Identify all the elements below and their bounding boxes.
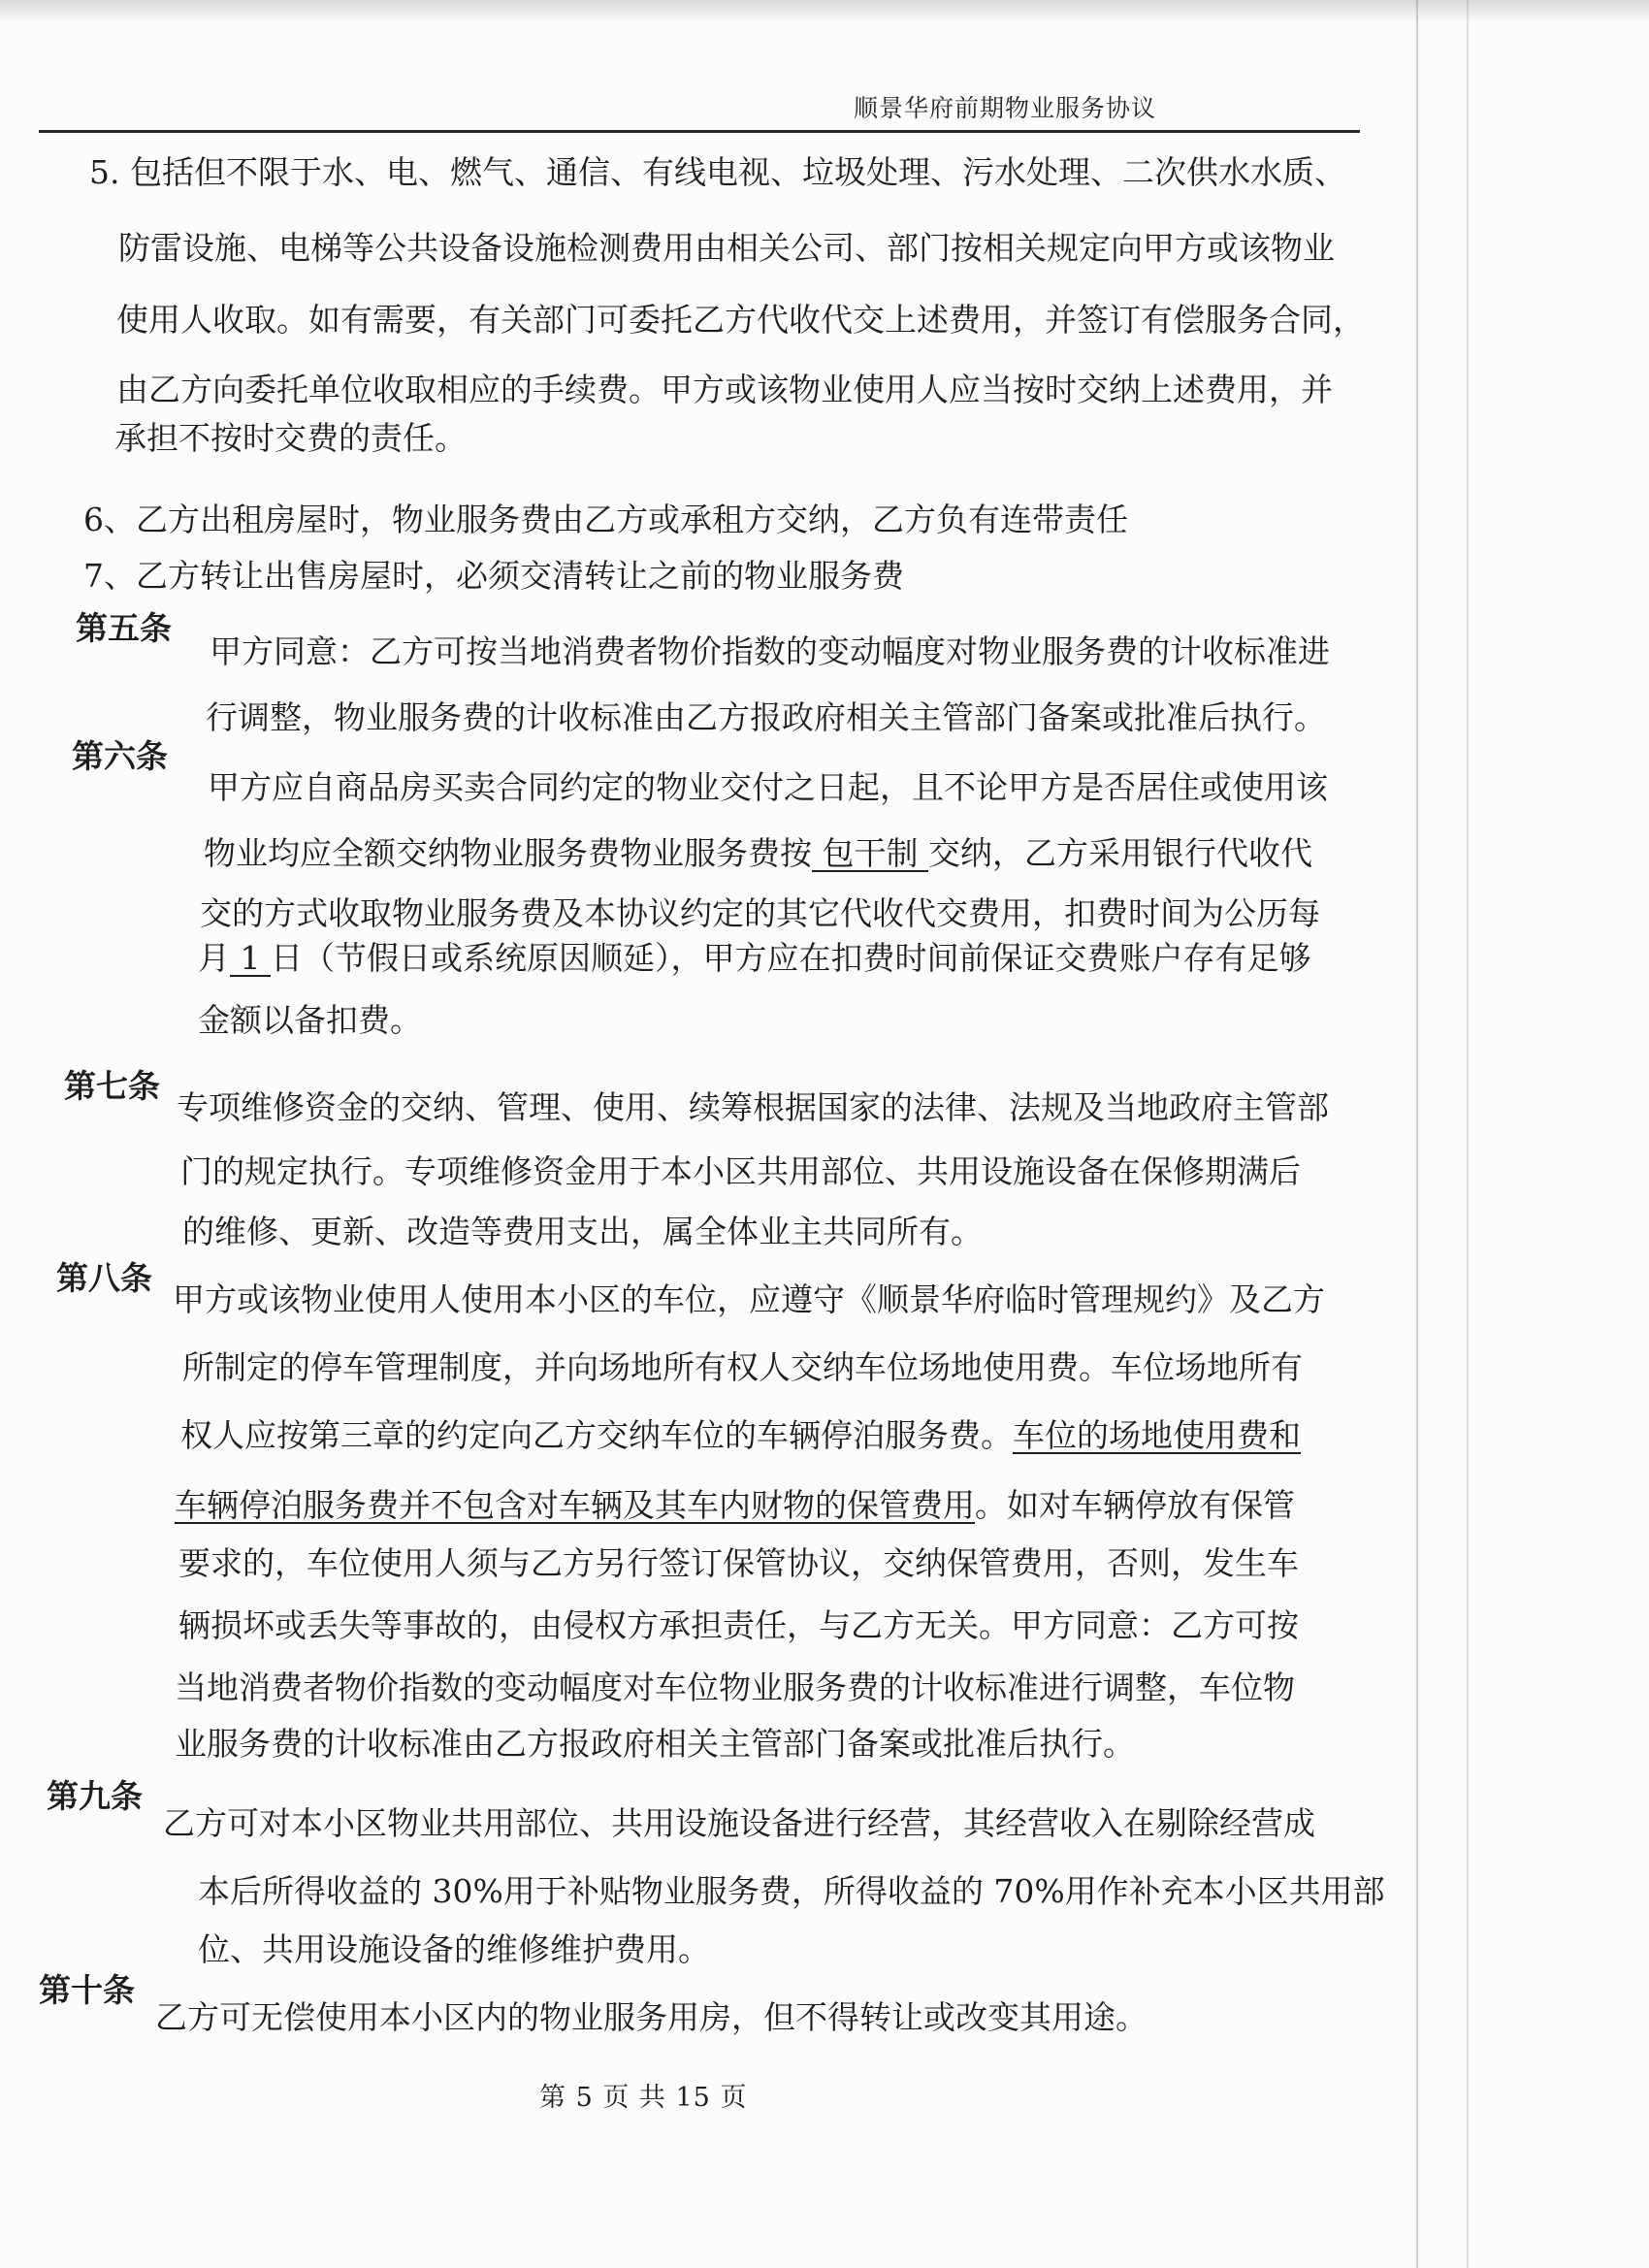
article-7-line-1: 专项维修资金的交纳、管理、使用、续筹根据国家的法律、法规及当地政府主管部: [177, 1088, 1329, 1126]
article-9-label: 第九条: [47, 1777, 143, 1815]
article-8-line-4: [175, 1484, 1295, 1527]
article-9-line-1: 乙方可对本小区物业共用部位、共用设施设备进行经营，其经营收入在剔除经营成: [163, 1804, 1315, 1842]
clause-5-line-1: 5. 包括但不限于水、电、燃气、通信、有线电视、垃圾处理、污水处理、二次供水水质、: [89, 153, 1346, 191]
article-5-line-2: 行调整，物业服务费的计收标准由乙方报政府相关主管部门备案或批准后执行。: [206, 698, 1326, 736]
article-8-line-5: 要求的，车位使用人须与乙方另行签订保管协议，交纳保管费用，否则，发生车: [178, 1544, 1299, 1582]
article-6-line-4-text: 月: [198, 939, 230, 977]
article-8-line-7: 当地消费者物价指数的变动幅度对车位物业服务费的计收标准进行调整，车位物: [175, 1669, 1295, 1706]
scan-edge-shadow: [0, 0, 1649, 23]
article-7-label: 第七条: [64, 1067, 160, 1105]
article-6-line-4: [198, 937, 1310, 980]
article-8-line-8: 业服务费的计收标准由乙方报政府相关主管部门备案或批准后执行。: [175, 1725, 1135, 1763]
clause-5-line-3: 使用人收取。如有需要，有关部门可委托乙方代收代交上述费用，并签订有偿服务合同，: [116, 301, 1365, 339]
article-8-line-3-text: 权人应按第三章的约定向乙方交纳车位的车辆停泊服务费。: [180, 1416, 1013, 1454]
article-8-underlined-text-2: 车辆停泊服务费并不包含对车辆及其车内财物的保管费用: [175, 1486, 975, 1524]
article-6-label: 第六条: [72, 737, 168, 775]
article-6-line-2-tail: 交纳，乙方采用银行代收代: [927, 834, 1312, 872]
header-title: 顺景华府前期物业服务协议: [854, 94, 1157, 122]
article-10-label: 第十条: [39, 1971, 135, 2009]
article-8-line-2: 所制定的停车管理制度，并向场地所有权人交纳车位场地使用费。车位场地所有: [182, 1348, 1303, 1386]
scan-fold-line: [1467, 0, 1469, 2268]
scan-fold-line: [1416, 0, 1418, 2268]
billing-day-fill: 1: [230, 939, 271, 977]
article-8-label: 第八条: [56, 1259, 152, 1297]
article-10-line-1: 乙方可无偿使用本小区内的物业服务用房，但不得转让或改变其用途。: [155, 1998, 1148, 2036]
header-rule: [39, 130, 1360, 133]
article-6-line-4-tail: 日（节假日或系统原因顺延），甲方应在扣费时间前保证交费账户存有足够: [270, 939, 1311, 977]
article-6-line-2-text: 物业均应全额交纳物业服务费物业服务费按: [204, 834, 812, 872]
clause-5-line-4: 由乙方向委托单位收取相应的手续费。甲方或该物业使用人应当按时交纳上述费用，并: [116, 371, 1333, 408]
article-8-line-3: [180, 1414, 1301, 1457]
article-9-line-2: 本后所得收益的 30%用于补贴物业服务费，所得收益的 70%用作补充本小区共用部: [198, 1872, 1385, 1910]
article-6-line-5: 金额以备扣费。: [198, 1001, 422, 1039]
article-9-line-3: 位、共用设施设备的维修维护费用。: [198, 1930, 710, 1968]
page-number: 第 5 页 共 15 页: [539, 2083, 748, 2113]
fee-mode-fill: 包干制: [812, 834, 928, 872]
clause-5-line-5: 承担不按时交费的责任。: [114, 419, 467, 457]
article-7-line-2: 门的规定执行。专项维修资金用于本小区共用部位、共用设施设备在保修期满后: [180, 1152, 1301, 1190]
clause-5-line-2: 防雷设施、电梯等公共设备设施检测费用由相关公司、部门按相关规定向甲方或该物业: [118, 229, 1335, 267]
article-7-line-3: 的维修、更新、改造等费用支出，属全体业主共同所有。: [182, 1213, 983, 1250]
article-8-underlined-text: 车位的场地使用费和: [1013, 1416, 1301, 1454]
article-6-line-1: 甲方应自商品房买卖合同约定的物业交付之日起，且不论甲方是否居住或使用该: [208, 768, 1328, 806]
clause-7: 7、乙方转让出售房屋时，必须交清转让之前的物业服务费: [83, 557, 904, 595]
article-5-line-1: 甲方同意：乙方可按当地消费者物价指数的变动幅度对物业服务费的计收标准进: [210, 632, 1330, 670]
article-8-line-4-tail: 。如对车辆停放有保管: [975, 1486, 1295, 1524]
article-6-line-3: 交的方式收取物业服务费及本协议约定的其它代收代交费用，扣费时间为公历每: [200, 894, 1320, 932]
article-6-line-2: [204, 832, 1312, 875]
article-5-label: 第五条: [76, 609, 172, 647]
article-8-line-6: 辆损坏或丢失等事故的，由侵权方承担责任，与乙方无关。甲方同意：乙方可按: [178, 1606, 1299, 1644]
article-8-line-1: 甲方或该物业使用人使用本小区的车位，应遵守《顺景华府临时管理规约》及乙方: [173, 1280, 1325, 1318]
clause-6: 6、乙方出租房屋时，物业服务费由乙方或承租方交纳，乙方负有连带责任: [83, 501, 1128, 538]
